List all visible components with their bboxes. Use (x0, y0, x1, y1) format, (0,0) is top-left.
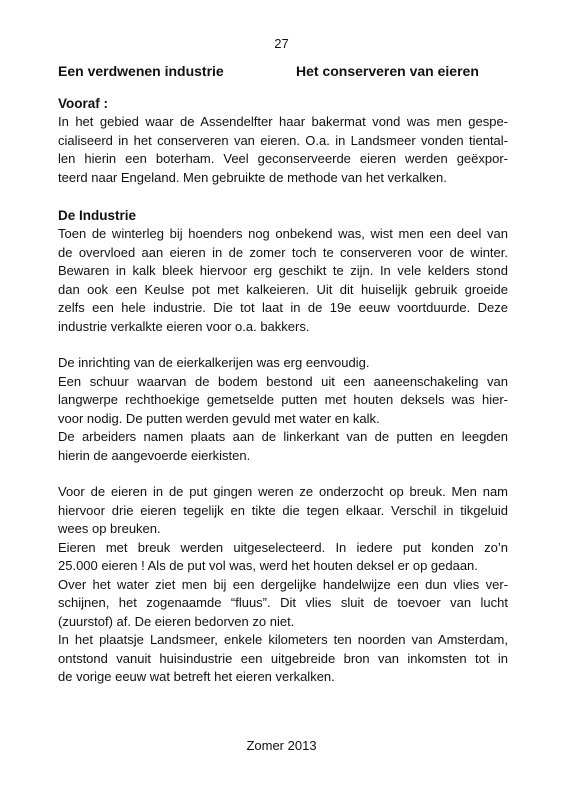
text-line: wees op breuken. (58, 521, 161, 536)
text-line: In het gebied waar de Assendelfter haar bakermat vond was men gespe- (58, 114, 508, 129)
text-line: len hierin een boterham. Veel geconserveerde eieren werden geëxpor- (58, 151, 508, 166)
paragraph-vooraf (58, 113, 508, 187)
text-line: (zuurstof) af. De eieren bedorven zo niet. (58, 613, 295, 629)
text-line: de vorige eeuw wat betreft het eieren verkalken. (58, 669, 335, 684)
text-line: dan ook een Keulse pot met kalkeieren. Uit dit huiselijk gebruik groeide (58, 281, 508, 297)
paragraph-industrie-2 (58, 354, 508, 373)
text-line: schijnen, het zogenaamde “fluus”. Dit vlies sluit de toevoer van lucht (58, 595, 508, 610)
paragraph-industrie-7 (58, 576, 508, 632)
text-line: teerd naar Engeland. Men gebruikte de methode van het verkalken. (58, 169, 447, 185)
text-line: Bewaren in kalk bleek hiervoor erg geschikt te zijn. In vele kelders stond (58, 263, 508, 278)
paragraph-industrie-5 (58, 483, 508, 539)
text-line: hierin de aangevoerde eierkisten. (58, 447, 251, 463)
text-line: zelfs een hele industrie. Die tot laat in de 19e eeuw voortduurde. Deze (58, 300, 508, 315)
text-line: industrie verkalkte eieren voor o.a. bakkers. (58, 318, 310, 334)
section-heading-industrie: De Industrie (58, 208, 137, 223)
text-line: Voor de eieren in de put gingen weren ze onderzocht op breuk. Men nam (58, 484, 508, 499)
page-header (58, 61, 506, 81)
paragraph-industrie-6 (58, 539, 508, 576)
paragraph-industrie-8 (58, 631, 508, 687)
text-line: de overvloed aan eieren in de zomer toch te conserveren voor de winter. (58, 244, 508, 260)
article-body (58, 94, 508, 687)
text-line: Toen de winterleg bij hoenders nog onbekend was, wist men een deel van (58, 226, 508, 241)
text-line: 25.000 eieren ! Als de put vol was, werd het houten deksel er op gedaan. (58, 558, 478, 573)
paragraph-industrie-4 (58, 428, 508, 465)
text-line: cialiseerd in het conserveren van eieren. O.a. in Landsmeer vonden tiental- (58, 132, 508, 148)
header-left-title: Een verdwenen industrie (58, 63, 224, 79)
text-line: De inrichting van de eierkalkerijen was erg eenvoudig. (58, 355, 370, 370)
text-line: Over het water ziet men bij een dergelijke handelwijze een dun vlies ver- (58, 576, 508, 592)
text-line: De arbeiders namen plaats aan de linkerkant van de putten en leegden (58, 429, 508, 444)
paragraph-industrie-1 (58, 225, 508, 336)
text-line: hiervoor drie eieren tegelijk en tikte die tegen elkaar. Verschil in tikgeluid (58, 502, 508, 518)
text-line: langwerpe rechthoekige gemetselde putten met houten deksels was hier- (58, 392, 508, 407)
page-footer: Zomer 2013 (246, 738, 317, 753)
section-heading-vooraf: Vooraf : (58, 96, 108, 111)
page-number: 27 (274, 36, 289, 51)
text-line: In het plaatsje Landsmeer, enkele kilometers ten noorden van Amsterdam, (58, 632, 508, 647)
text-line: Eieren met breuk werden uitgeselecteerd. In iedere put konden zo’n (58, 539, 508, 555)
paragraph-industrie-3 (58, 373, 508, 429)
header-right-title: Het conserveren van eieren (296, 63, 479, 79)
text-line: Een schuur waarvan de bodem bestond uit een aaneenschakeling van (58, 373, 508, 389)
text-line: ontstond vanuit huisindustrie een uitgebreide bron van inkomsten tot in (58, 650, 508, 666)
text-line: voor nodig. De putten werden gevuld met water en kalk. (58, 410, 380, 426)
